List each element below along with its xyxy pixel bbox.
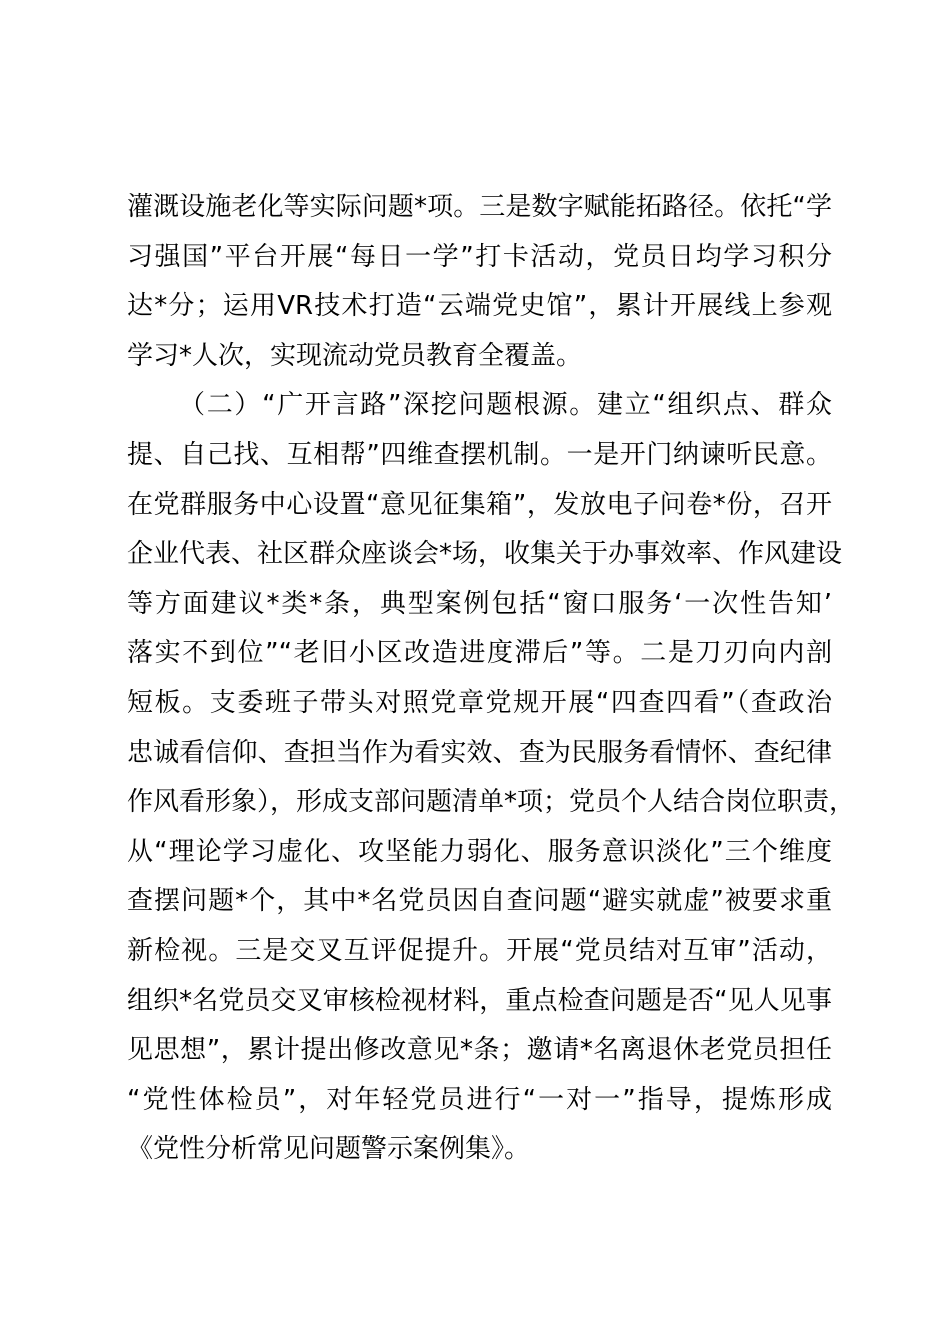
text-line: 企业代表、社区群众座谈会*场，收集关于办事效率、作风建设 bbox=[127, 539, 843, 570]
body-text bbox=[127, 183, 856, 1175]
text-line: 在党群服务中心设置“意见征集箱”，发放电子问卷*份，召开 bbox=[127, 489, 832, 520]
text-line: 达*分；运用VR技术打造“云端党史馆”，累计开展线上参观 bbox=[127, 291, 832, 322]
text-line: 提、自己找、互相帮”四维查摆机制。一是开门纳谏听民意。 bbox=[127, 439, 832, 470]
text-line: 灌溉设施老化等实际问题*项。三是数字赋能拓路径。依托“学 bbox=[127, 192, 832, 222]
text-line: 习强国”平台开展“每日一学”打卡活动，党员日均学习积分 bbox=[127, 241, 832, 272]
text-line: 忠诚看信仰、查担当作为看实效、查为民服务看情怀、查纪律 bbox=[127, 737, 832, 768]
paragraph bbox=[127, 183, 832, 381]
text-line: 短板。支委班子带头对照党章党规开展“四查四看”（查政治 bbox=[127, 687, 832, 718]
text-line: 等方面建议*类*条，典型案例包括“窗口服务‘一次性告知’ bbox=[127, 588, 832, 619]
text-line: 学习*人次，实现流动党员教育全覆盖。 bbox=[127, 340, 583, 371]
text-line: 作风看形象），形成支部问题清单*项；党员个人结合岗位职责， bbox=[127, 787, 856, 818]
text-line: 查摆问题*个，其中*名党员因自查问题“避实就虚”被要求重 bbox=[127, 886, 832, 917]
paragraph-heading-line: （二）“广开言路”深挖问题根源。建立“组织点、群众 bbox=[179, 390, 832, 421]
text-line: 从“理论学习虚化、攻坚能力弱化、服务意识淡化”三个维度 bbox=[127, 836, 832, 867]
text-line: 新检视。三是交叉互评促提升。开展“党员结对互审”活动， bbox=[127, 935, 832, 966]
paragraph bbox=[127, 381, 856, 1175]
text-line: 落实不到位”“老旧小区改造进度滞后”等。二是刀刃向内剖 bbox=[127, 638, 832, 669]
text-line: 《党性分析常见问题警示案例集》。 bbox=[127, 1134, 531, 1165]
text-line: 见思想”，累计提出修改意见*条；邀请*名离退休老党员担任 bbox=[127, 1035, 832, 1066]
text-line: “党性体检员”，对年轻党员进行“一对一”指导，提炼形成 bbox=[127, 1084, 832, 1115]
text-line: 组织*名党员交叉审核检视材料，重点检查问题是否“见人见事 bbox=[127, 985, 832, 1016]
